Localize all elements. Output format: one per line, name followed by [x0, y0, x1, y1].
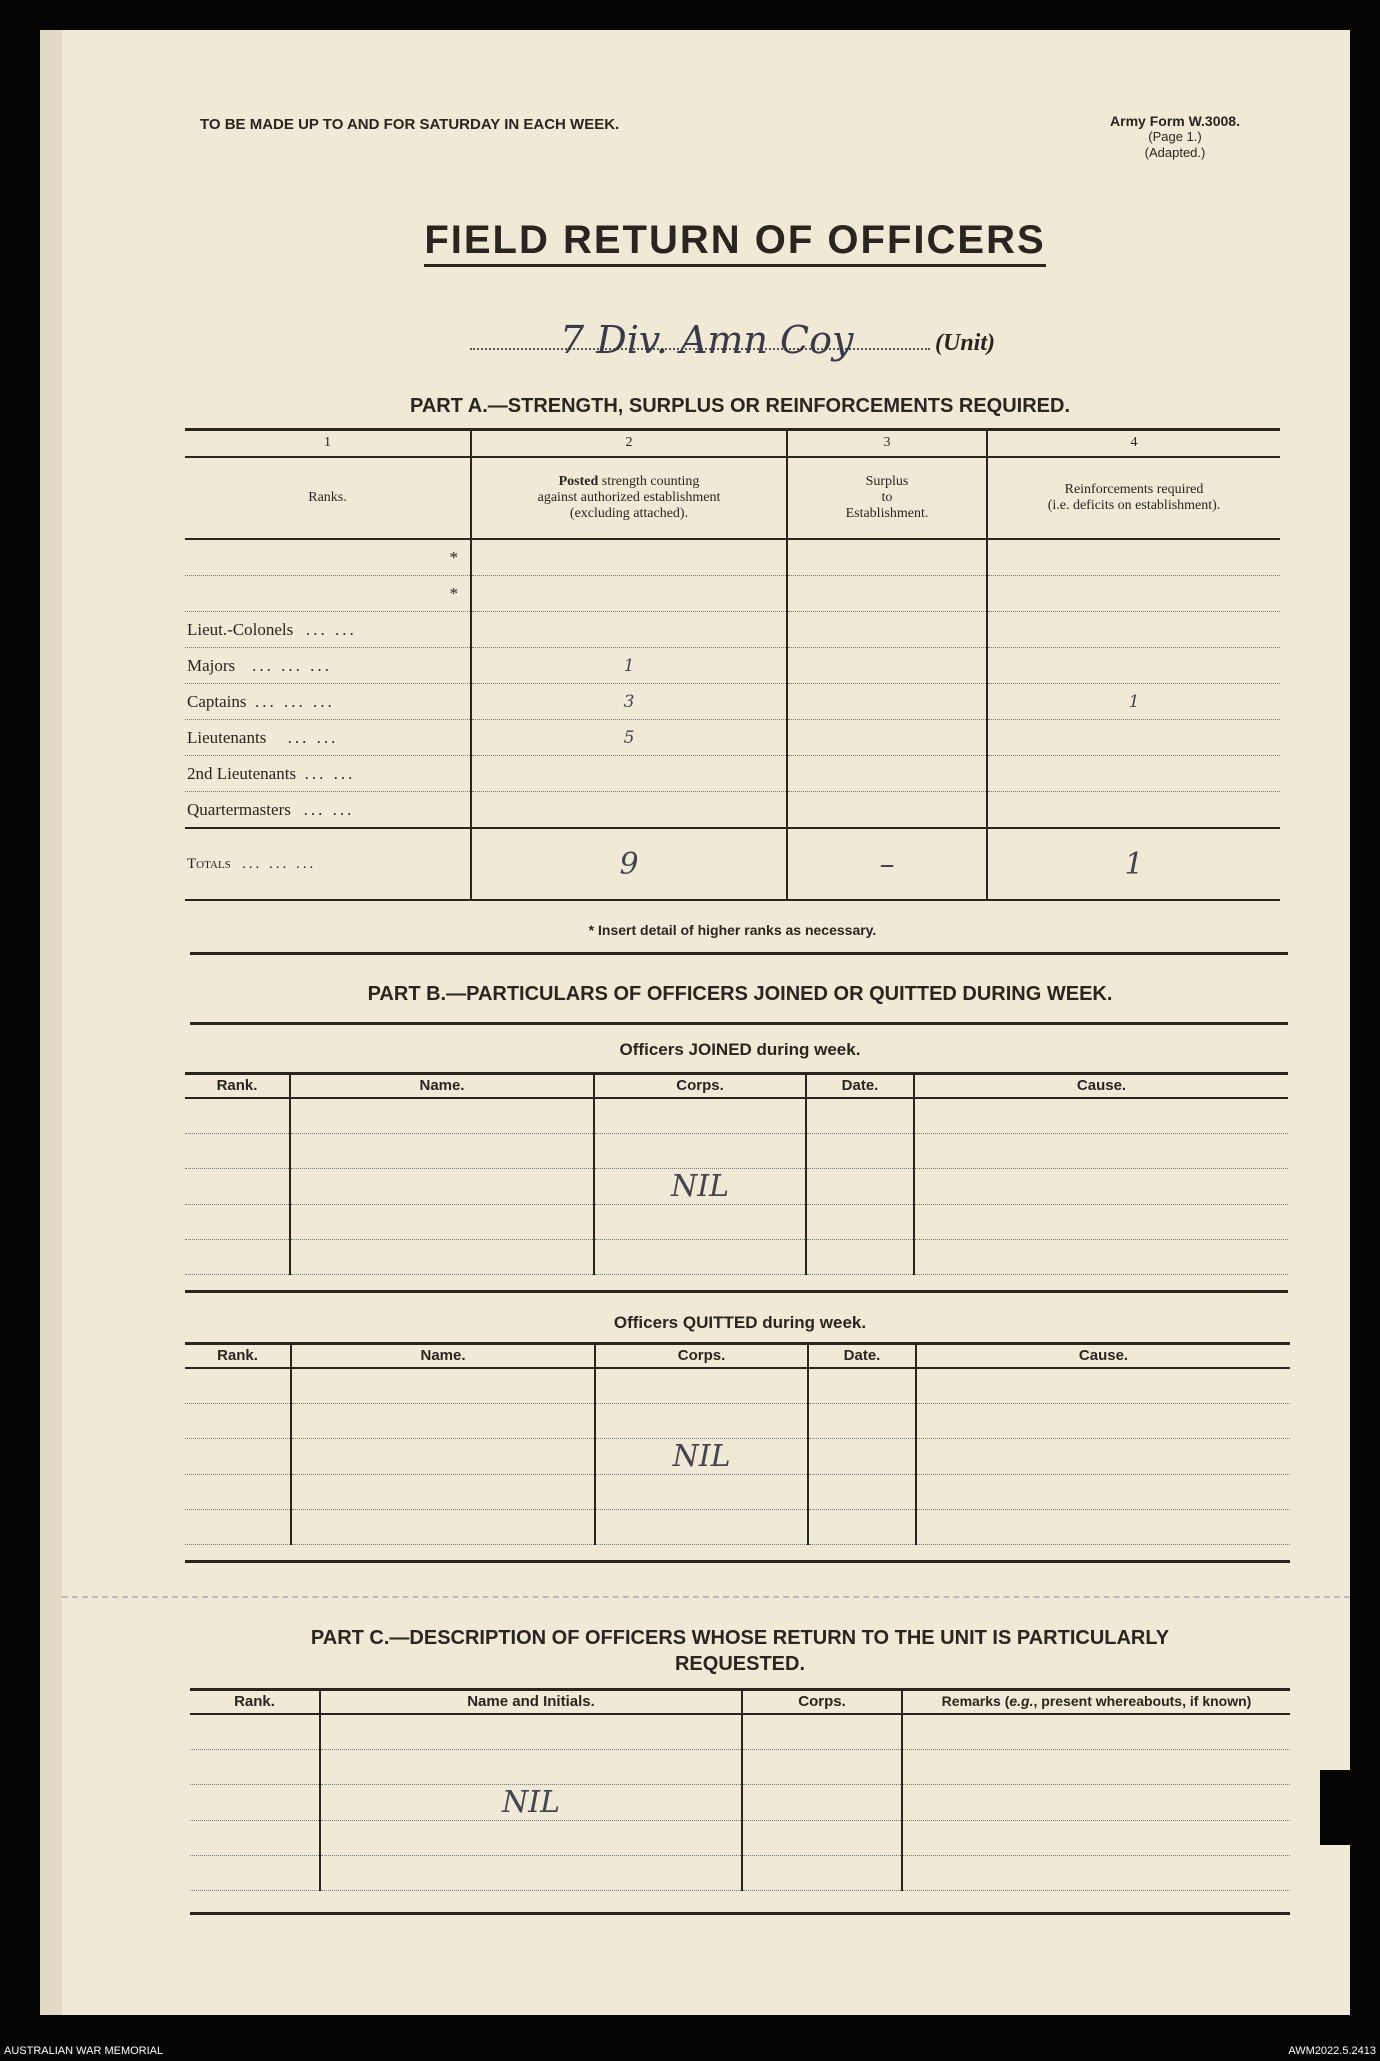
table-row	[190, 1750, 1290, 1785]
col-number-4: 4	[987, 430, 1280, 457]
surplus-value	[787, 612, 987, 648]
part-a-table	[185, 430, 1280, 901]
footer-accession-number: AWM2022.5.2413	[1288, 2045, 1376, 2057]
posted-value: 3	[471, 684, 787, 720]
table-row: Captains ... ... ... 3 1	[185, 684, 1280, 720]
col-rank: Rank.	[190, 1689, 320, 1714]
table-row	[185, 1134, 1288, 1169]
table-row	[185, 1098, 1288, 1134]
part-c-table	[190, 1689, 1290, 1891]
table-row	[190, 1856, 1290, 1891]
part-a-title: PART A.—STRENGTH, SURPLUS OR REINFORCEMENTS REQUIRED.	[409, 395, 1071, 417]
col-date: Date.	[806, 1073, 914, 1098]
col-date: Date.	[808, 1343, 916, 1368]
reinforcement-value	[987, 720, 1280, 756]
joined-nil-entry: NIL	[594, 1169, 806, 1205]
total-reinforcements: 1	[987, 828, 1280, 900]
table-row	[190, 1785, 1290, 1821]
table-row: 2nd Lieutenants ... ...	[185, 756, 1280, 792]
joined-subtitle: Officers JOINED during week.	[619, 1040, 861, 1059]
part-c-title: PART C.—DESCRIPTION OF OFFICERS WHOSE RETURN TO THE UNIT IS PARTICULARLY REQUESTED.	[310, 1627, 1170, 1675]
table-row	[185, 1475, 1290, 1510]
rank-label: Quartermasters	[187, 799, 291, 819]
table-row-higher-rank-2	[185, 576, 1280, 612]
surplus-value	[787, 720, 987, 756]
table-row	[190, 1714, 1290, 1750]
total-posted: 9	[471, 828, 787, 900]
posted-value	[471, 792, 787, 829]
posted-value	[471, 756, 787, 792]
quitted-bottom-rule	[185, 1560, 1290, 1563]
part-a-bottom-rule	[190, 952, 1288, 955]
part-b-top-rule	[190, 1022, 1288, 1025]
form-number: Army Form W.3008.	[1110, 113, 1240, 129]
col-number-3: 3	[787, 430, 987, 457]
col-rank: Rank.	[185, 1343, 291, 1368]
col-number-2: 2	[471, 430, 787, 457]
quitted-subtitle: Officers QUITTED during week.	[613, 1313, 867, 1332]
table-row	[190, 1821, 1290, 1856]
rank-label: Majors	[187, 655, 236, 675]
totals-row: Totals ... ... ... 9 – 1	[185, 828, 1280, 900]
table-row: Quartermasters ... ...	[185, 792, 1280, 829]
quitted-nil-entry: NIL	[595, 1439, 808, 1475]
part-a-footnote: * Insert detail of higher ranks as necessary.	[588, 922, 877, 938]
instruction-text: TO BE MADE UP TO AND FOR SATURDAY IN EACH WEEK.	[200, 116, 620, 133]
table-row-higher-rank-1	[185, 539, 1280, 576]
col-corps: Corps.	[742, 1689, 902, 1714]
table-row: Lieutenants ... ... 5	[185, 720, 1280, 756]
col-header-surplus: Surplus to Establishment.	[787, 457, 987, 539]
reinforcement-value	[987, 612, 1280, 648]
col-number-1: 1	[185, 430, 471, 457]
quitted-table	[185, 1343, 1290, 1545]
col-corps: Corps.	[595, 1343, 808, 1368]
totals-label: Totals	[187, 855, 231, 872]
total-surplus: –	[787, 828, 987, 900]
table-row	[185, 1205, 1288, 1240]
rank-label: 2nd Lieutenants	[187, 763, 297, 783]
table-row	[185, 1404, 1290, 1439]
surplus-value	[787, 756, 987, 792]
reinforcement-value	[987, 756, 1280, 792]
rank-label: Lieut.-Colonels	[187, 619, 294, 639]
table-row	[185, 1368, 1290, 1404]
surplus-value	[787, 648, 987, 684]
star-marker: *	[185, 539, 471, 576]
col-name: Name.	[290, 1073, 594, 1098]
perforation-line	[62, 1596, 1350, 1598]
col-header-ranks: Ranks.	[185, 457, 471, 539]
table-row: Majors ... ... ... 1	[185, 648, 1280, 684]
rank-label: Captains	[187, 691, 247, 711]
col-remarks: Remarks (e.g., present whereabouts, if known)	[902, 1689, 1290, 1714]
part-c-bottom-rule	[190, 1912, 1290, 1915]
joined-table	[185, 1073, 1288, 1275]
col-name-initials: Name and Initials.	[320, 1689, 742, 1714]
col-rank: Rank.	[185, 1073, 290, 1098]
joined-bottom-rule	[185, 1290, 1288, 1293]
posted-value: 5	[471, 720, 787, 756]
col-header-reinforcements: Reinforcements required (i.e. deficits on establishment).	[987, 457, 1280, 539]
part-b-title: PART B.—PARTICULARS OF OFFICERS JOINED OR QUITTED DURING WEEK.	[367, 983, 1113, 1005]
posted-value: 1	[471, 648, 787, 684]
table-row	[185, 1169, 1288, 1205]
surplus-value	[787, 792, 987, 829]
table-row	[185, 1510, 1290, 1545]
rank-label: Lieutenants	[187, 727, 267, 747]
reinforcement-value	[987, 792, 1280, 829]
form-page: (Page 1.)	[1148, 129, 1202, 144]
binder-tab	[1320, 1770, 1350, 1845]
col-cause: Cause.	[914, 1073, 1288, 1098]
unit-label: (Unit)	[935, 330, 995, 356]
table-row	[185, 1439, 1290, 1475]
table-row	[185, 1240, 1288, 1275]
col-cause: Cause.	[916, 1343, 1290, 1368]
reinforcement-value: 1	[987, 684, 1280, 720]
col-corps: Corps.	[594, 1073, 806, 1098]
posted-value	[471, 612, 787, 648]
unit-handwritten-value: 7 Div. Amn Coy	[560, 318, 854, 362]
form-note: (Adapted.)	[1144, 145, 1206, 160]
col-name: Name.	[291, 1343, 595, 1368]
part-c-nil-entry: NIL	[320, 1785, 742, 1821]
footer-credit: AUSTRALIAN WAR MEMORIAL	[4, 2045, 164, 2057]
page-title: FIELD RETURN OF OFFICERS	[300, 218, 1170, 263]
col-header-posted: Posted strength counting against authorized establishment (excluding attached).	[471, 457, 787, 539]
star-marker: *	[185, 576, 471, 612]
surplus-value	[787, 684, 987, 720]
form-identifier	[1080, 113, 1270, 161]
table-row: Lieut.-Colonels ... ...	[185, 612, 1280, 648]
reinforcement-value	[987, 648, 1280, 684]
